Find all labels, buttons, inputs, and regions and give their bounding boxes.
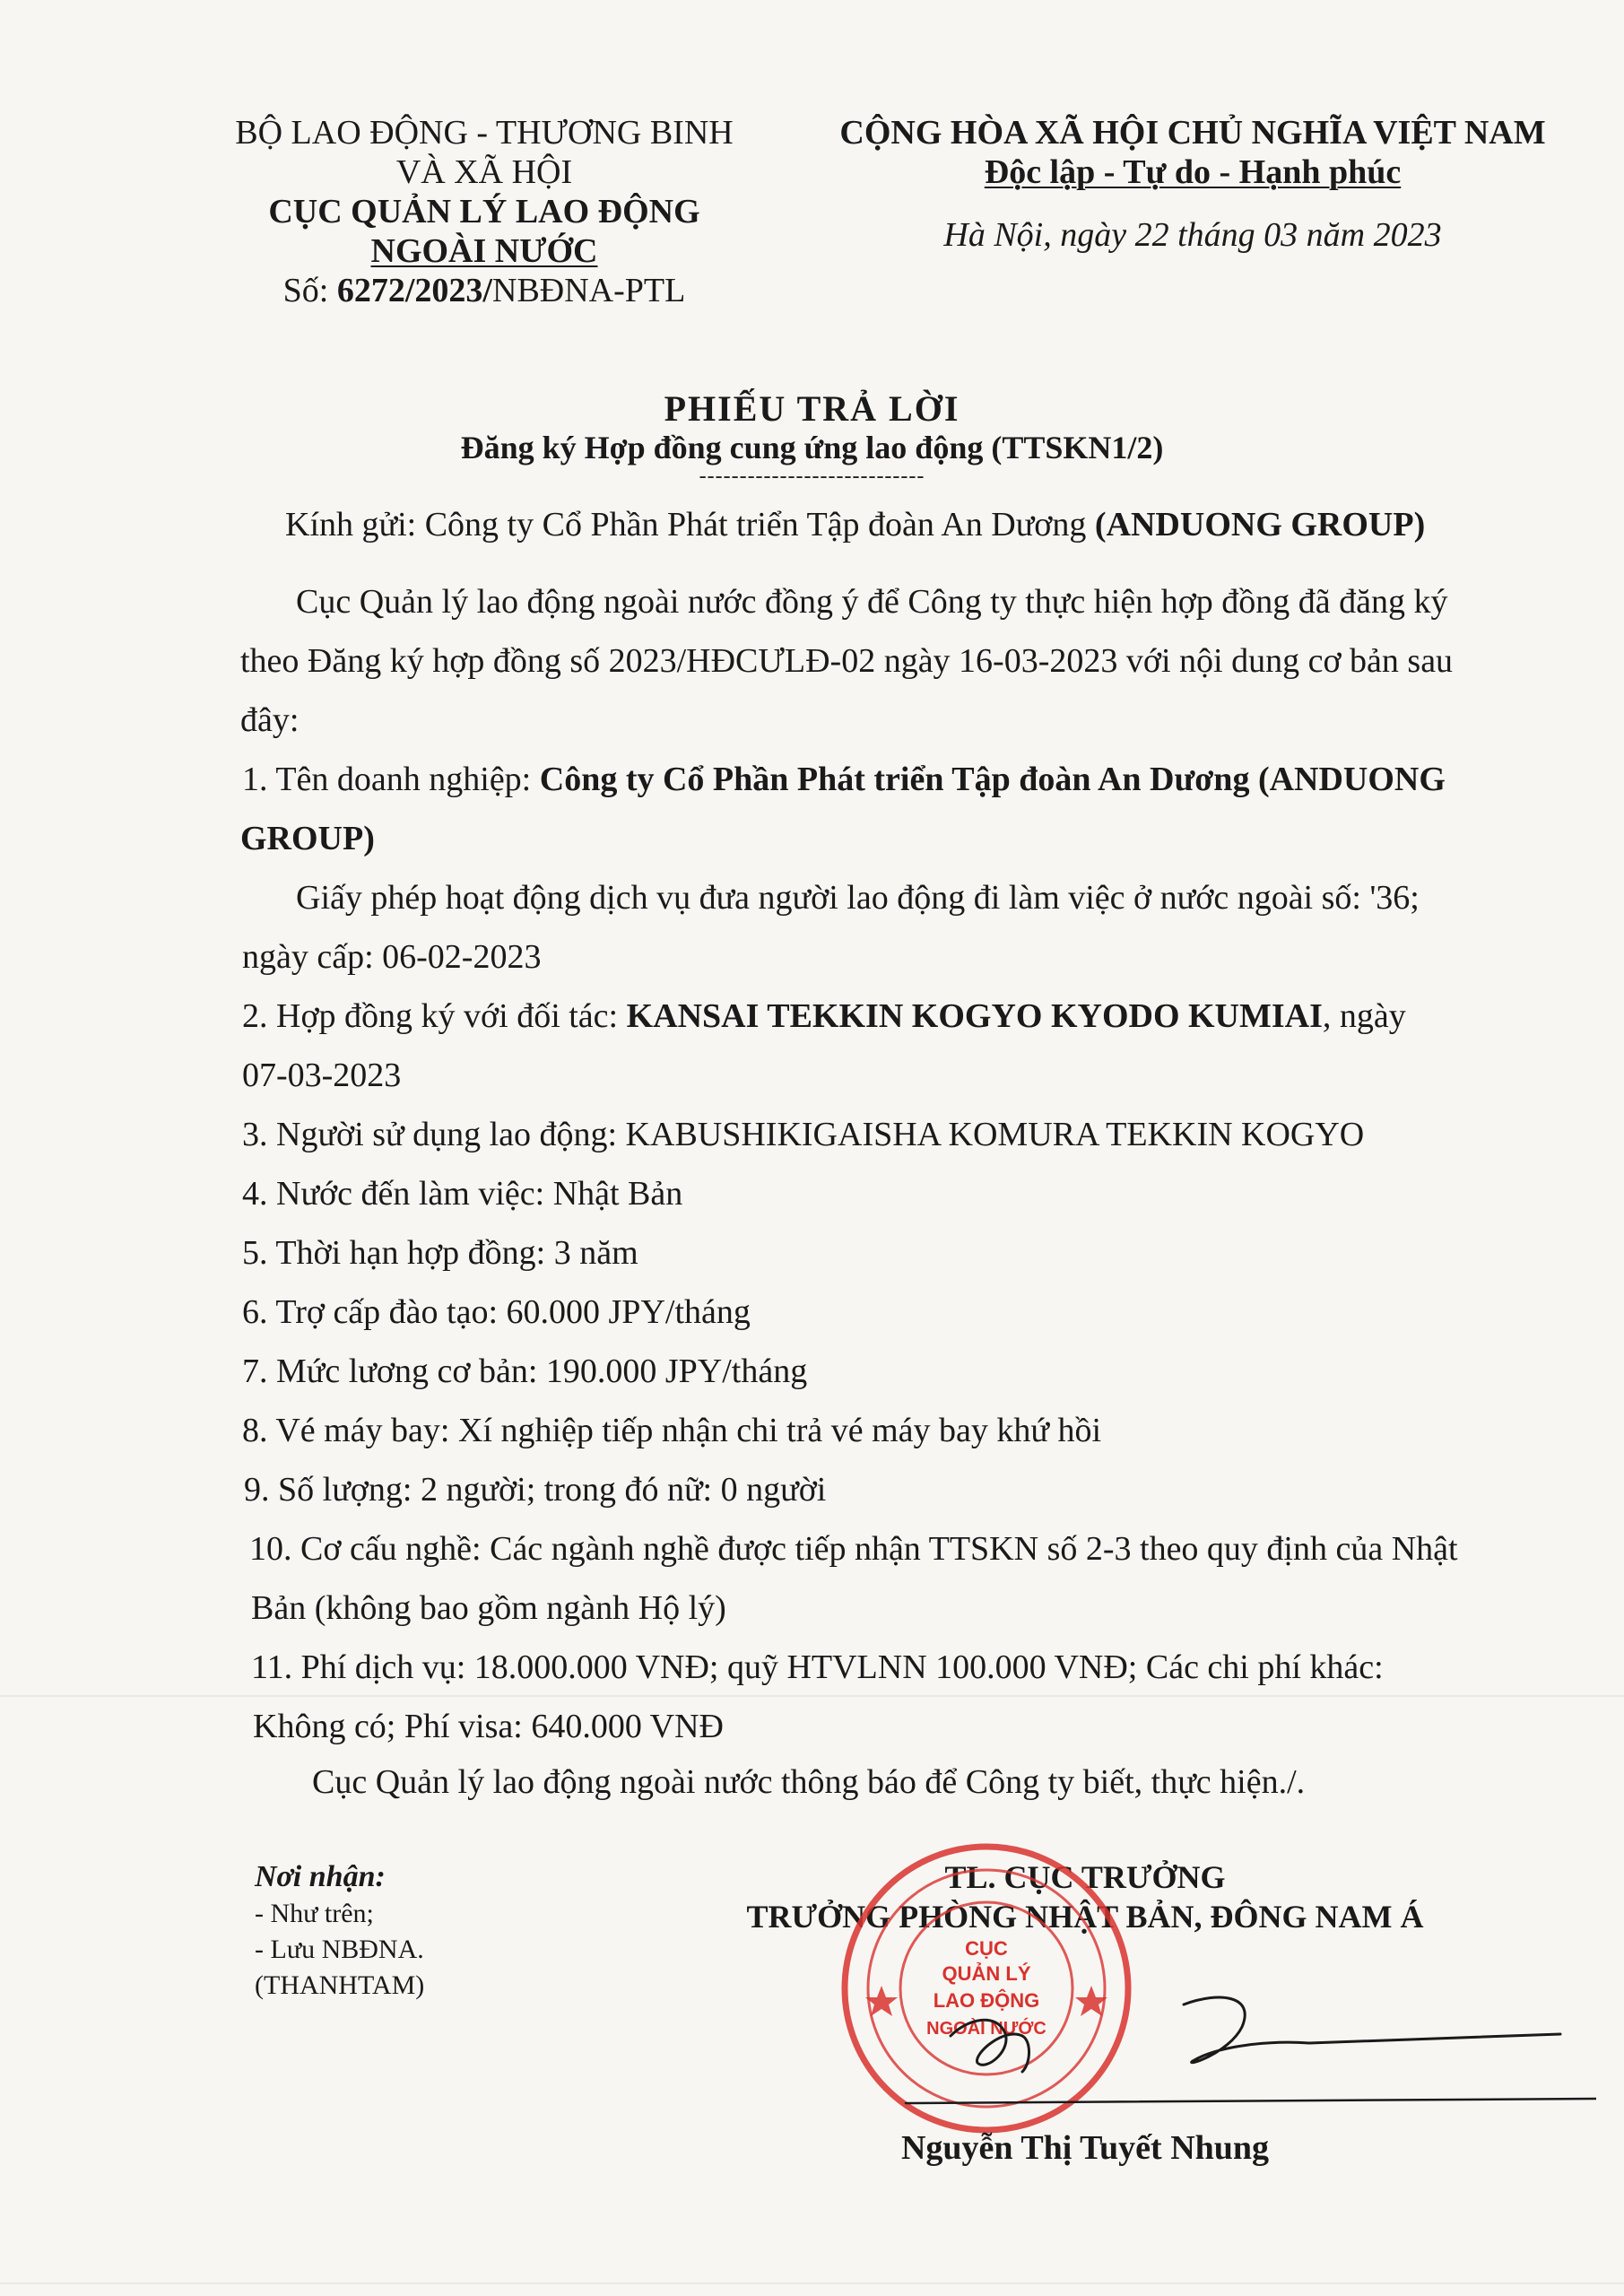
seal-text: QUẢN LÝ	[942, 1962, 1031, 1985]
recipients-item: (THANHTAM)	[255, 1970, 425, 2000]
department-name: CỤC QUẢN LÝ LAO ĐỘNG	[268, 193, 700, 230]
recipients-heading: Nơi nhận:	[255, 1860, 386, 1893]
document-subtitle: Đăng ký Hợp đồng cung ứng lao động (TTSKN1/2)	[460, 430, 1164, 465]
national-motto: Độc lập - Tự do - Hạnh phúc	[984, 153, 1402, 191]
list-item: 5. Thời hạn hợp đồng: 3 năm	[242, 1234, 638, 1272]
intro-line: Cục Quản lý lao động ngoài nước đồng ý để Công ty thực hiện hợp đồng đã đăng ký	[296, 583, 1448, 621]
list-item: 9. Số lượng: 2 người; trong đó nữ: 0 người	[244, 1471, 827, 1509]
signature-title: TL. CỤC TRƯỞNG	[944, 1859, 1226, 1895]
recipient-line: Kính gửi: Công ty Cổ Phần Phát triển Tập đoàn An Dương (ANDUONG GROUP)	[285, 506, 1426, 544]
list-item-continuation: Không có; Phí visa: 640.000 VNĐ	[253, 1708, 724, 1745]
intro-line: theo Đăng ký hợp đồng số 2023/HĐCƯLĐ-02 ngày 16-03-2023 với nội dung cơ bản sau	[240, 642, 1454, 680]
title-divider: ----------------------------	[699, 465, 925, 488]
list-item: 1. Tên doanh nghiệp: Công ty Cổ Phần Phát triển Tập đoàn An Dương (ANDUONG	[242, 761, 1446, 798]
list-item-continuation: Bản (không bao gồm ngành Hộ lý)	[251, 1589, 726, 1627]
issuer-header	[215, 113, 753, 310]
list-item: 2. Hợp đồng ký với đối tác: KANSAI TEKKIN KOGYO KYODO KUMIAI, ngày	[242, 997, 1406, 1035]
seal-text: LAO ĐỘNG	[933, 1989, 1040, 2012]
license-line: Giấy phép hoạt động dịch vụ đưa người lao động đi làm việc ở nước ngoài số: '36;	[296, 879, 1420, 917]
place-date: Hà Nội, ngày 22 tháng 03 năm 2023	[943, 216, 1442, 254]
recipients-item: - Lưu NBĐNA.	[255, 1935, 424, 1964]
nation-name: CỘNG HÒA XÃ HỘI CHỦ NGHĨA VIỆT NAM	[839, 114, 1546, 152]
list-item-continuation: GROUP)	[240, 820, 375, 857]
recipients-item: - Như trên;	[255, 1899, 374, 1928]
handwritten-signature	[897, 1928, 1596, 2126]
list-item: 11. Phí dịch vụ: 18.000.000 VNĐ; quỹ HTVLNN 100.000 VNĐ; Các chi phí khác:	[251, 1648, 1384, 1686]
list-item: 10. Cơ cấu nghề: Các ngành nghề được tiếp nhận TTSKN số 2-3 theo quy định của Nhật	[249, 1530, 1458, 1568]
list-item: 8. Vé máy bay: Xí nghiệp tiếp nhận chi trả vé máy bay khứ hồi	[242, 1412, 1102, 1449]
document-title: PHIẾU TRẢ LỜI	[664, 388, 960, 429]
signature-position: TRƯỞNG PHÒNG NHẬT BẢN, ĐÔNG NAM Á	[746, 1899, 1424, 1935]
list-item: 6. Trợ cấp đào tạo: 60.000 JPY/tháng	[242, 1293, 751, 1331]
national-header	[789, 113, 1596, 255]
list-item: 4. Nước đến làm việc: Nhật Bản	[242, 1175, 683, 1213]
department-name: NGOÀI NƯỚC	[370, 232, 598, 270]
list-item-continuation: 07-03-2023	[242, 1057, 402, 1094]
ministry-line: VÀ XÃ HỘI	[395, 153, 573, 191]
scan-artifact	[0, 2283, 1624, 2284]
document-number: Số: 6272/2023/NBĐNA-PTL	[282, 272, 686, 309]
closing-line: Cục Quản lý lao động ngoài nước thông báo để Công ty biết, thực hiện./.	[312, 1763, 1306, 1801]
list-item: 3. Người sử dụng lao động: KABUSHIKIGAISHA KOMURA TEKKIN KOGYO	[242, 1116, 1365, 1153]
list-item: 7. Mức lương cơ bản: 190.000 JPY/tháng	[242, 1352, 808, 1390]
seal-text: CỤC	[965, 1937, 1008, 1960]
license-line: ngày cấp: 06-02-2023	[242, 938, 542, 976]
signer-name: Nguyễn Thị Tuyết Nhung	[900, 2129, 1270, 2167]
intro-line: đây:	[240, 701, 300, 739]
scan-artifact	[0, 1695, 1624, 1697]
ministry-line: BỘ LAO ĐỘNG - THƯƠNG BINH	[235, 114, 734, 152]
seal-text: NGOÀI NƯỚC	[926, 2019, 1046, 2039]
recipients-block	[255, 1858, 424, 2004]
